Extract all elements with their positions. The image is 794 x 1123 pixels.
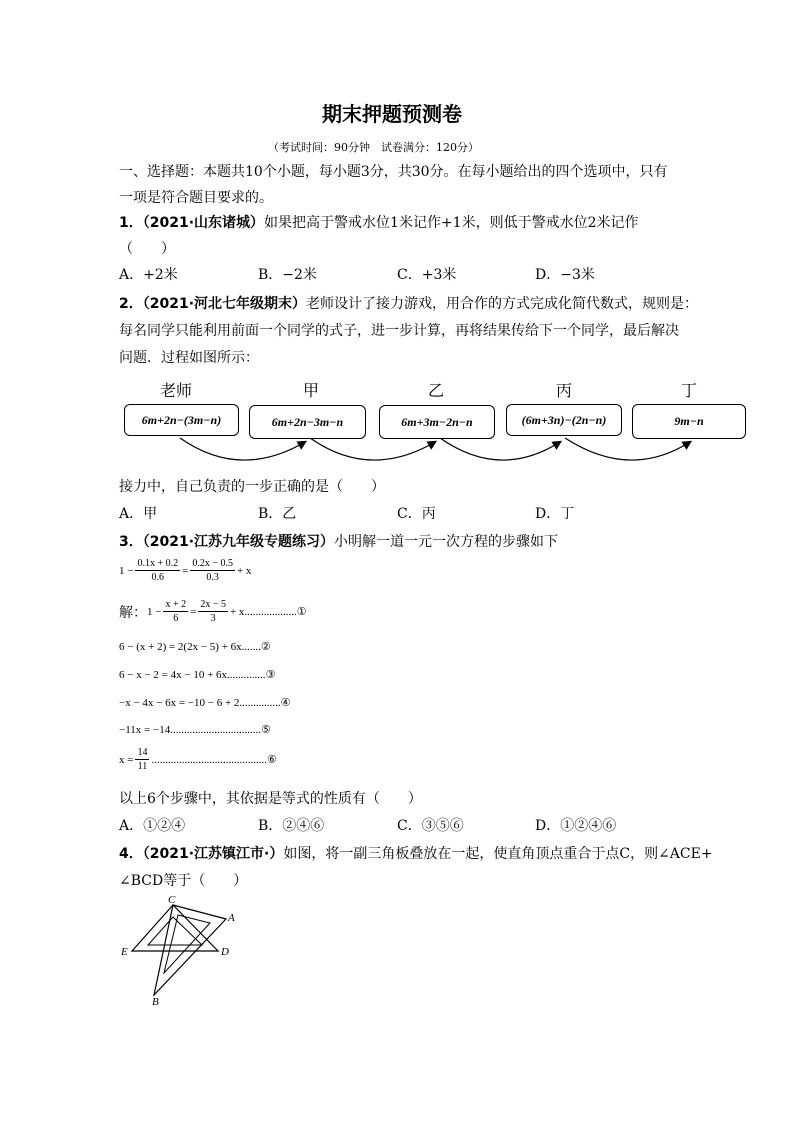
role-teacher: 老师 <box>160 381 193 400</box>
fraction-denominator: 0.6 <box>151 572 165 583</box>
fraction <box>135 746 149 773</box>
fraction-numerator: 14 <box>137 747 148 758</box>
question-source: （2021·江苏镇江市·） <box>142 846 284 862</box>
label-d: D <box>221 946 229 958</box>
fraction-numerator: x + 2 <box>165 599 187 610</box>
fraction-numerator: 2x − 5 <box>200 599 226 610</box>
question-number: 2． <box>119 296 143 312</box>
relay-box-yi: 6m+3m−2n−n <box>379 405 495 439</box>
question-4-stem <box>119 843 713 863</box>
step-marker: ..........................................⑥ <box>151 754 277 766</box>
option-a[interactable]: A．+2米 <box>119 267 178 283</box>
triangle-figure <box>118 893 248 1008</box>
eq-part: = <box>190 605 197 618</box>
fraction <box>135 557 180 584</box>
fraction-numerator: 0.2x − 0.5 <box>192 558 233 569</box>
fraction-denominator: 6 <box>173 613 179 624</box>
question-number: 4． <box>119 846 143 862</box>
section-instructions-line2: 一项是符合题目要求的。 <box>119 190 273 206</box>
exam-info: （考试时间：90分钟 试卷满分：120分） <box>268 141 479 154</box>
relay-box-bing: (6m+3n)−(2n−n) <box>506 404 622 436</box>
option-b[interactable]: B．−2米 <box>258 267 317 283</box>
fraction <box>198 598 228 625</box>
question-3-prompt: 以上6个步骤中，其依据是等式的性质有（ ） <box>119 791 422 807</box>
fraction-denominator: 3 <box>210 613 216 624</box>
option-d[interactable]: D．丁 <box>535 506 575 522</box>
role-yi: 乙 <box>428 381 445 400</box>
question-2-stem <box>119 293 698 313</box>
option-b[interactable]: B．②④⑥ <box>258 818 325 834</box>
question-text-cont: 每名同学只能利用前面一个同学的式子，进一步计算，再将结果传给下一个同学，最后解决 <box>119 323 679 339</box>
option-a[interactable]: A．甲 <box>119 506 158 522</box>
option-c[interactable]: C．③⑤⑥ <box>397 818 464 834</box>
question-text: 老师设计了接力游戏，用合作的方式完成化简代数式，规则是： <box>306 296 699 312</box>
question-text-cont: 问题．过程如图所示： <box>119 350 259 366</box>
option-d[interactable]: D．①②④⑥ <box>535 818 617 834</box>
relay-box-jia: 6m+2n−3m−n <box>249 405 366 439</box>
step-marker: ...................① <box>244 606 307 618</box>
option-a[interactable]: A．①②④ <box>119 818 186 834</box>
relay-box-teacher: 6m+2n−(3m−n) <box>124 404 239 436</box>
step-1 <box>119 598 307 625</box>
question-1-stem <box>119 212 639 232</box>
question-source: （2021·江苏九年级专题练习） <box>142 534 335 550</box>
option-d[interactable]: D．−3米 <box>535 267 595 283</box>
solve-label: 解： <box>119 604 147 621</box>
fraction <box>190 557 235 584</box>
step-2: 6 − (x + 2) = 2(2x − 5) + 6x.......② <box>119 641 271 653</box>
section-instructions-line1: 一、选择题：本题共10个小题，每小题3分，共30分。在每小题给出的四个选项中，只有 <box>119 164 668 180</box>
step-5: −11x = −14.................................⑤ <box>119 724 271 736</box>
answer-paren: （ ） <box>119 241 175 257</box>
eq-part: x = <box>119 753 134 766</box>
relay-box-ding: 9m−n <box>632 404 746 439</box>
fraction-denominator: 11 <box>137 761 148 772</box>
question-number: 3． <box>119 534 143 550</box>
eq-part: = <box>182 564 189 577</box>
option-c[interactable]: C．+3米 <box>397 267 457 283</box>
fraction-denominator: 0.3 <box>206 572 219 583</box>
eq-part: 1 − <box>147 605 162 618</box>
step-4: −x − 4x − 6x = −10 − 6 + 2...............④ <box>119 697 291 709</box>
question-text: 如果把高于警戒水位1米记作+1米，则低于警戒水位2米记作 <box>264 215 639 231</box>
role-bing: 丙 <box>556 381 573 400</box>
label-a: A <box>228 912 235 924</box>
eq-part: 1 − <box>119 564 134 577</box>
label-b: B <box>152 996 159 1008</box>
fraction <box>163 598 188 625</box>
option-b[interactable]: B．乙 <box>258 506 297 522</box>
eq-part: + x <box>229 605 245 618</box>
question-text: 小明解一道一元一次方程的步骤如下 <box>334 534 559 550</box>
label-e: E <box>121 946 128 958</box>
question-source: （2021·山东诸城） <box>142 215 265 231</box>
role-jia: 甲 <box>303 381 320 400</box>
step-6 <box>119 746 277 773</box>
equation <box>119 557 251 584</box>
question-text-cont: ∠BCD等于（ ） <box>119 873 248 889</box>
role-ding: 丁 <box>681 381 698 400</box>
fraction-numerator: 0.1x + 0.2 <box>137 558 179 569</box>
question-source: （2021·河北七年级期末） <box>142 296 307 312</box>
step-3: 6 − x − 2 = 4x − 10 + 6x..............③ <box>119 669 276 681</box>
eq-part: + x <box>236 564 252 577</box>
question-2-prompt: 接力中，自己负责的一步正确的是（ ） <box>119 479 385 495</box>
page-title: 期末押题预测卷 <box>322 102 462 126</box>
question-number: 1． <box>119 215 143 231</box>
question-3-stem <box>119 531 558 551</box>
label-c: C <box>168 894 176 906</box>
question-text: 如图，将一副三角板叠放在一起，使直角顶点重合于点C，则∠ACE+ <box>283 846 713 862</box>
option-c[interactable]: C．丙 <box>397 506 436 522</box>
